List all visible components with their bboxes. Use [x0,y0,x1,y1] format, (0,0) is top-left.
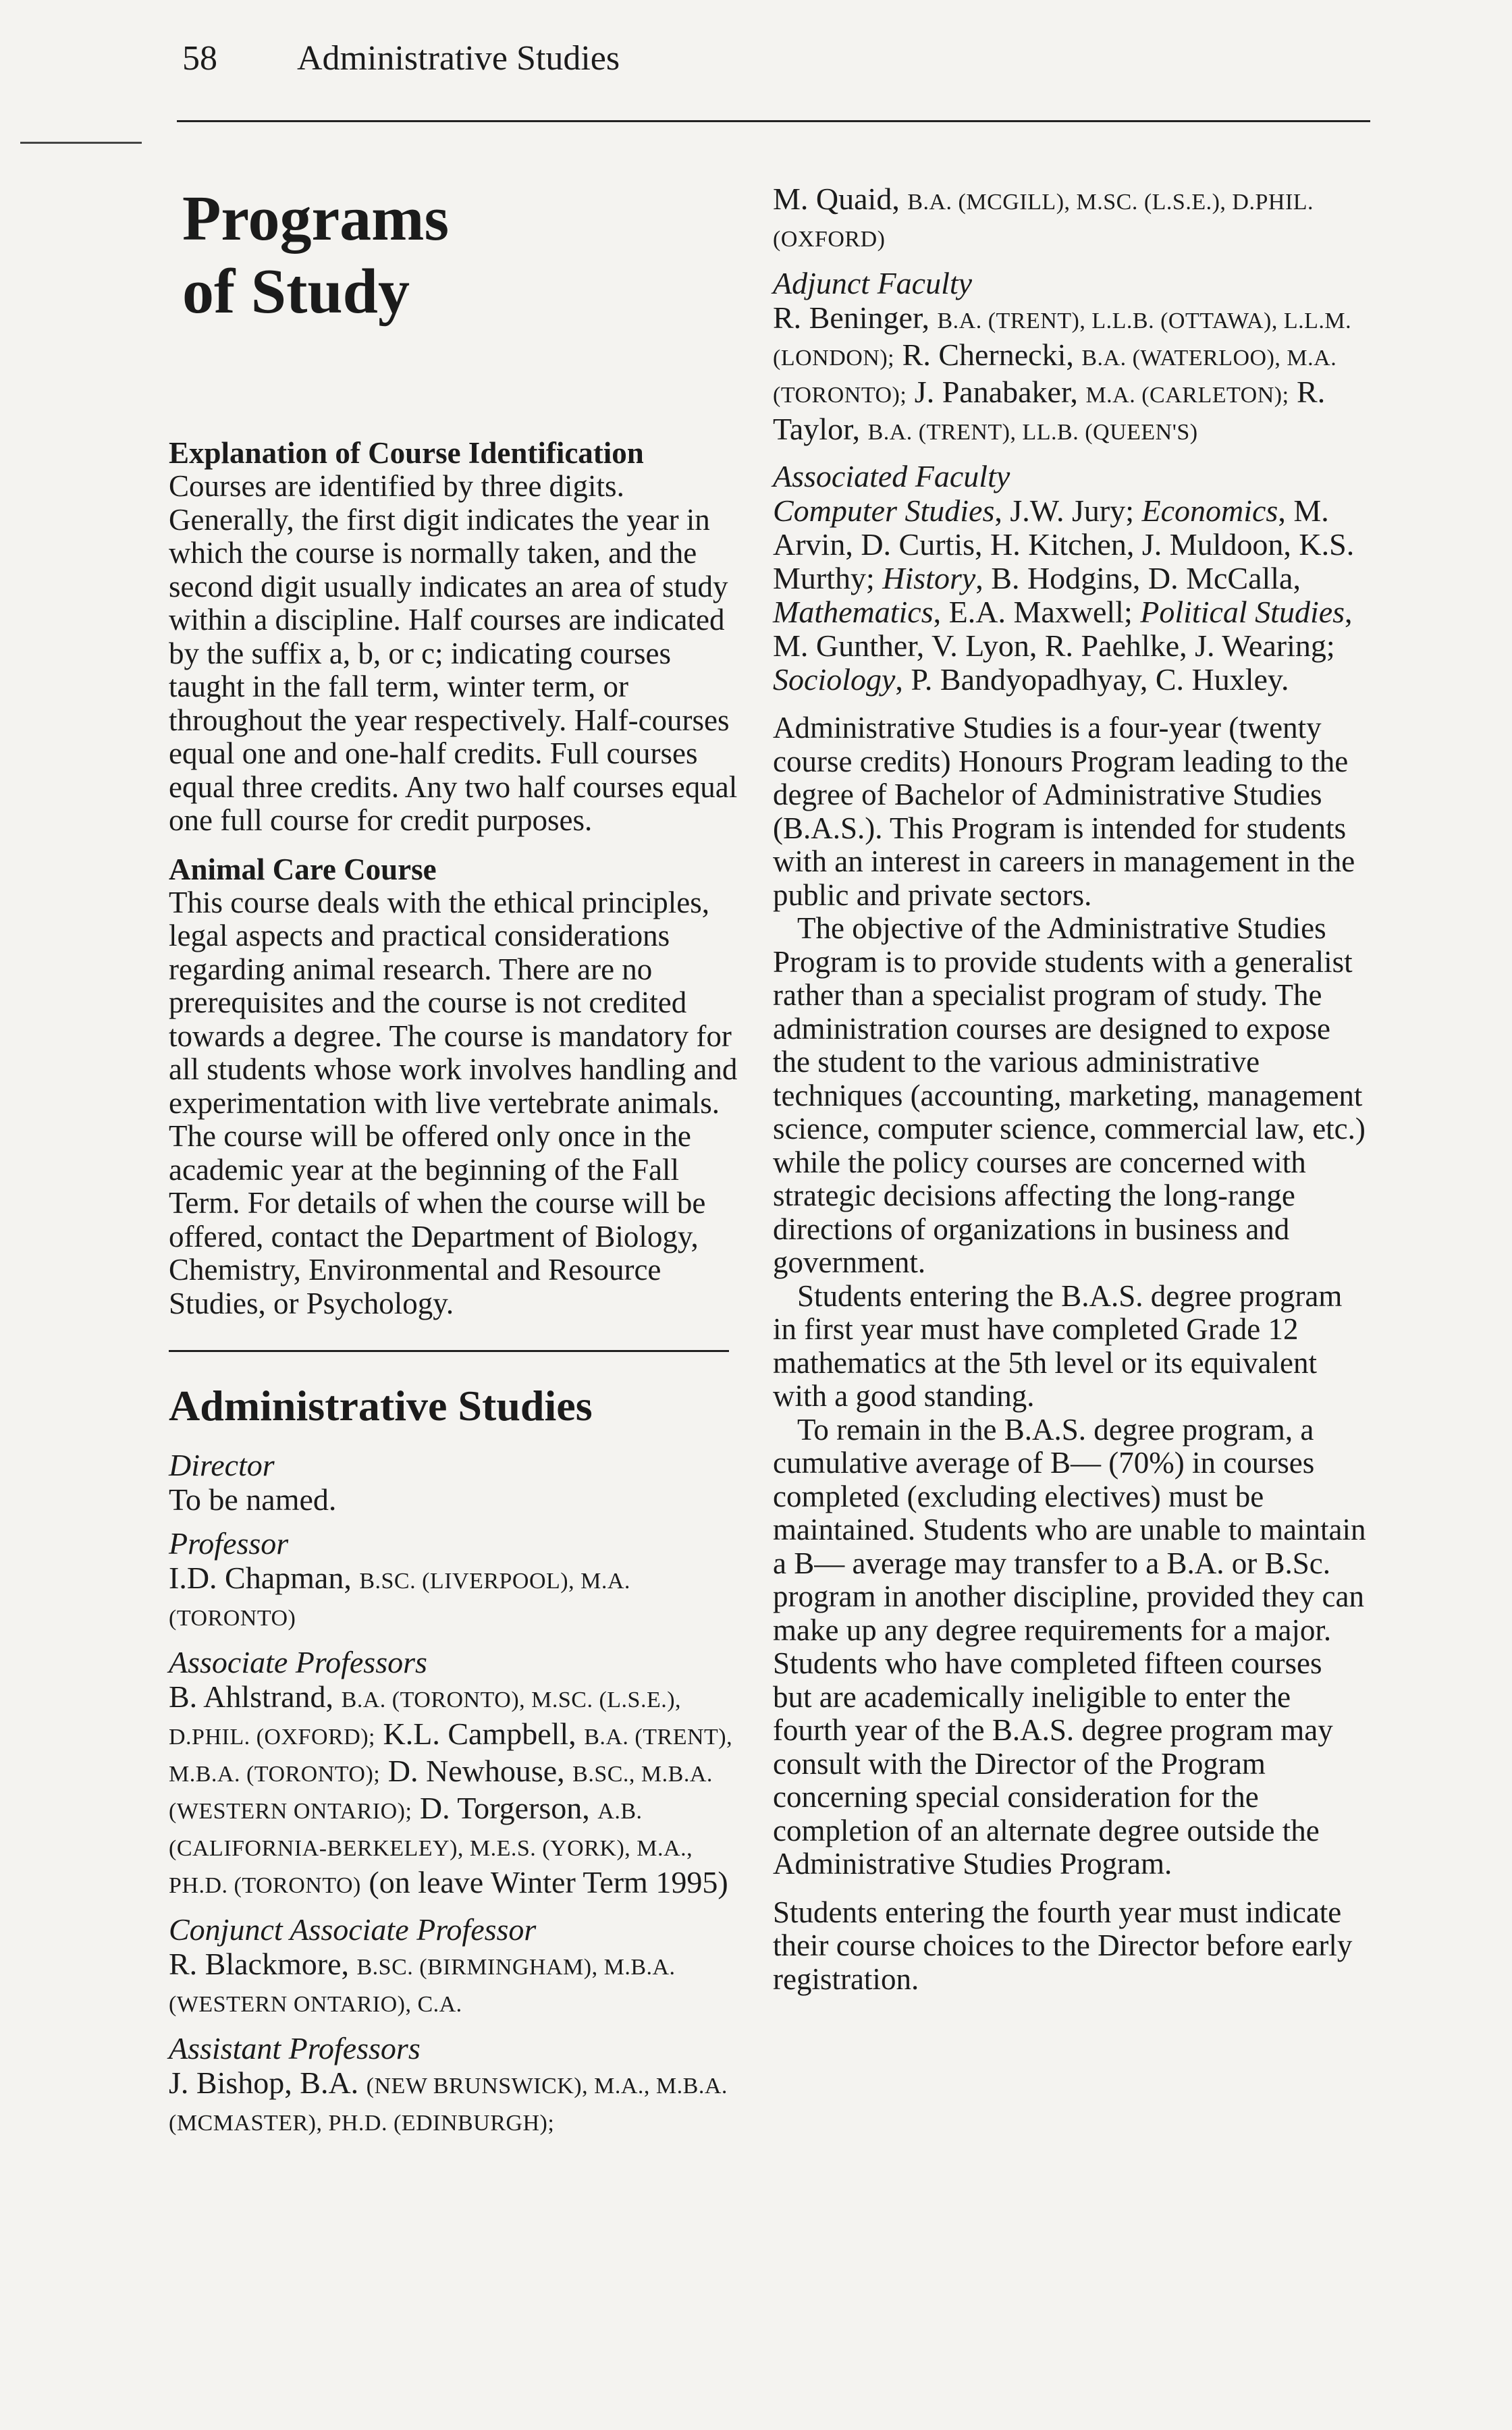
assistant-entry [169,2066,742,2140]
program-paragraph-1: Administrative Studies is a four-year (twenty course credits) Honours Program leading to the degree of Bachelor of Administrative Studies (B.A.S.). This Program is intended for students with an interest in careers in management in the public and private sectors. [773,711,1355,912]
faculty-name: I.D. Chapman, [169,1561,352,1595]
director-text: To be named. [169,1482,337,1517]
faculty-credentials: B.A. (WATERLOO), M.A. (TORONTO); [773,346,1337,408]
margin-mark [20,142,142,144]
assistant-role: Assistant Professors [169,2031,421,2066]
quaid-entry [773,182,1367,256]
faculty-credentials: B.A. (TRENT), L.L.B. (OTTAWA), L.L.M. (LONDON); [773,308,1352,371]
discipline: Political Studies [1140,595,1345,629]
professor-role: Professor [169,1526,289,1561]
section-title: Administrative Studies [169,1382,593,1430]
faculty-credentials: A.B. (CALIFORNIA-BERKELEY), M.E.S. (YORK), M.A., PH.D. (TORONTO) [169,1799,693,1898]
discipline: Economics [1141,493,1278,528]
faculty-name: J. Bishop, B.A. [169,2066,359,2100]
program-paragraph-5: Students entering the fourth year must indicate their course choices to the Director before early registration. [773,1895,1353,1996]
faculty-credentials: M.A. (CARLETON); [1085,383,1289,408]
director-role: Director [169,1448,275,1482]
associate-role: Associate Professors [169,1645,427,1679]
header-rule [177,120,1370,122]
discipline: Computer Studies [773,493,995,528]
conjunct-entry [169,1947,742,2022]
faculty-credentials: B.SC. (LIVERPOOL), M.A. (TORONTO) [169,1569,630,1631]
faculty-name: R. Chernecki, [902,338,1074,372]
faculty-credentials: B.A. (MCGILL), M.SC. (L.S.E.), D.PHIL. (OXFORD) [773,190,1314,252]
discipline: Sociology [773,662,896,697]
associated-role: Associated Faculty [773,459,1010,493]
page-number: 58 [182,39,217,78]
left-column [169,182,742,2140]
right-column [773,182,1367,1996]
faculty-names: , E.A. Maxwell; [933,595,1133,629]
faculty-credentials: B.A. (TRENT), M.B.A. (TORONTO); [169,1725,733,1787]
associate-entry [169,1680,742,1903]
adjunct-entry [773,301,1367,450]
conjunct-role: Conjunct Associate Professor [169,1912,537,1947]
faculty-credentials: (NEW BRUNSWICK), M.A., M.B.A. (MCMASTER), PH.D. (EDINBURGH); [169,2074,728,2136]
program-paragraph-3: Students entering the B.A.S. degree program in first year must have completed Grade 12 mathematics at the 5th level or its equivalent with a good standing. [773,1278,1343,1413]
discipline: History [882,561,976,595]
title-line-2: of Study [182,256,410,327]
faculty-credentials: B.A. (TRENT), LL.B. (QUEEN'S) [867,420,1198,445]
faculty-names: , M. Gunther, V. Lyon, R. Paehlke, J. Wearing; [773,595,1353,663]
title-line-1: Programs [182,184,450,254]
faculty-name: D. Torgerson, [419,1791,590,1825]
faculty-names: , B. Hodgins, D. McCalla, [975,561,1301,595]
running-header [182,35,1364,82]
faculty-names: , M. Arvin, D. Curtis, H. Kitchen, J. Muldoon, K.S. Murthy; [773,493,1355,595]
professor-entry [169,1561,742,1636]
faculty-name: J. Panabaker, [914,375,1078,409]
faculty-name: M. Quaid, [773,182,900,216]
associated-entry [773,494,1367,697]
program-paragraph-2: The objective of the Administrative Studies Program is to provide students with a generalist rather than a specialist program of study. The administration courses are designed to expose the student to the various administrative techniques (accounting, marketing, management science, computer science, commercial law, etc.) while the policy courses are concerned with strategic decisions affecting the long-range directions of organizations in business and government. [773,911,1366,1279]
page-title [182,182,655,328]
faculty-names: , P. Bandyopadhyay, C. Huxley. [895,662,1289,697]
faculty-credentials: B.A. (TORONTO), M.SC. (L.S.E.), D.PHIL. (OXFORD); [169,1688,682,1750]
faculty-name: B. Ahlstrand, [169,1679,334,1714]
course-id-heading: Explanation of Course Identification [169,436,644,470]
faculty-credentials: B.SC. (BIRMINGHAM), M.B.A. (WESTERN ONTARIO), C.A. [169,1955,676,2017]
faculty-credentials: B.SC., M.B.A. (WESTERN ONTARIO); [169,1762,713,1824]
faculty-name: K.L. Campbell, [383,1717,576,1751]
faculty-name: D. Newhouse, [387,1754,565,1788]
faculty-name: R. Beninger, [773,300,929,335]
section-divider [169,1350,729,1352]
animal-care-heading: Animal Care Course [169,852,437,886]
discipline: Mathematics [773,595,934,629]
program-paragraph-4: To remain in the B.A.S. degree program, a cumulative average of B— (70%) in courses completed (excluding electives) must be maintained. Students who are unable to maintain a B— average may transfer to a B.A. or B.Sc. program in another discipline, provided they can make up any degree requirements for a major. Students who have completed fifteen courses but are academically ineligible to enter the fourth year of the B.A.S. degree program may consult with the Director of the Program concerning special consideration for the completion of an alternate degree outside the Administrative Studies Program. [773,1412,1366,1881]
faculty-names: , J.W. Jury; [994,493,1134,528]
faculty-name: R. Blackmore, [169,1947,349,1981]
adjunct-role: Adjunct Faculty [773,266,973,300]
animal-care-text: This course deals with the ethical principles, legal aspects and practical considerations regarding animal research. There are no prerequisites and the course is not credited towards a degree. The course is mandatory for all students whose work involves handling and experimentation with live vertebrate animals. The course will be offered only once in the academic year at the beginning of the Fall Term. For details of when the course will be offered, contact the Department of Biology, Chemistry, Environmental and Resource Studies, or Psychology. [169,885,738,1320]
course-id-text: Courses are identified by three digits. Generally, the first digit indicates the year in which the course is normally taken, and the second digit usually indicates an area of study within a discipline. Half courses are indicated by the suffix a, b, or c; indicating courses taught in the fall term, winter term, or throughout the year respectively. Half-courses equal one and one-half credits. Full courses equal three credits. Any two half courses equal one full course for credit purposes. [169,469,738,837]
leave-note: (on leave Winter Term 1995) [369,1865,728,1899]
running-title: Administrative Studies [297,39,620,78]
faculty-name: R. Taylor, [773,375,1326,446]
